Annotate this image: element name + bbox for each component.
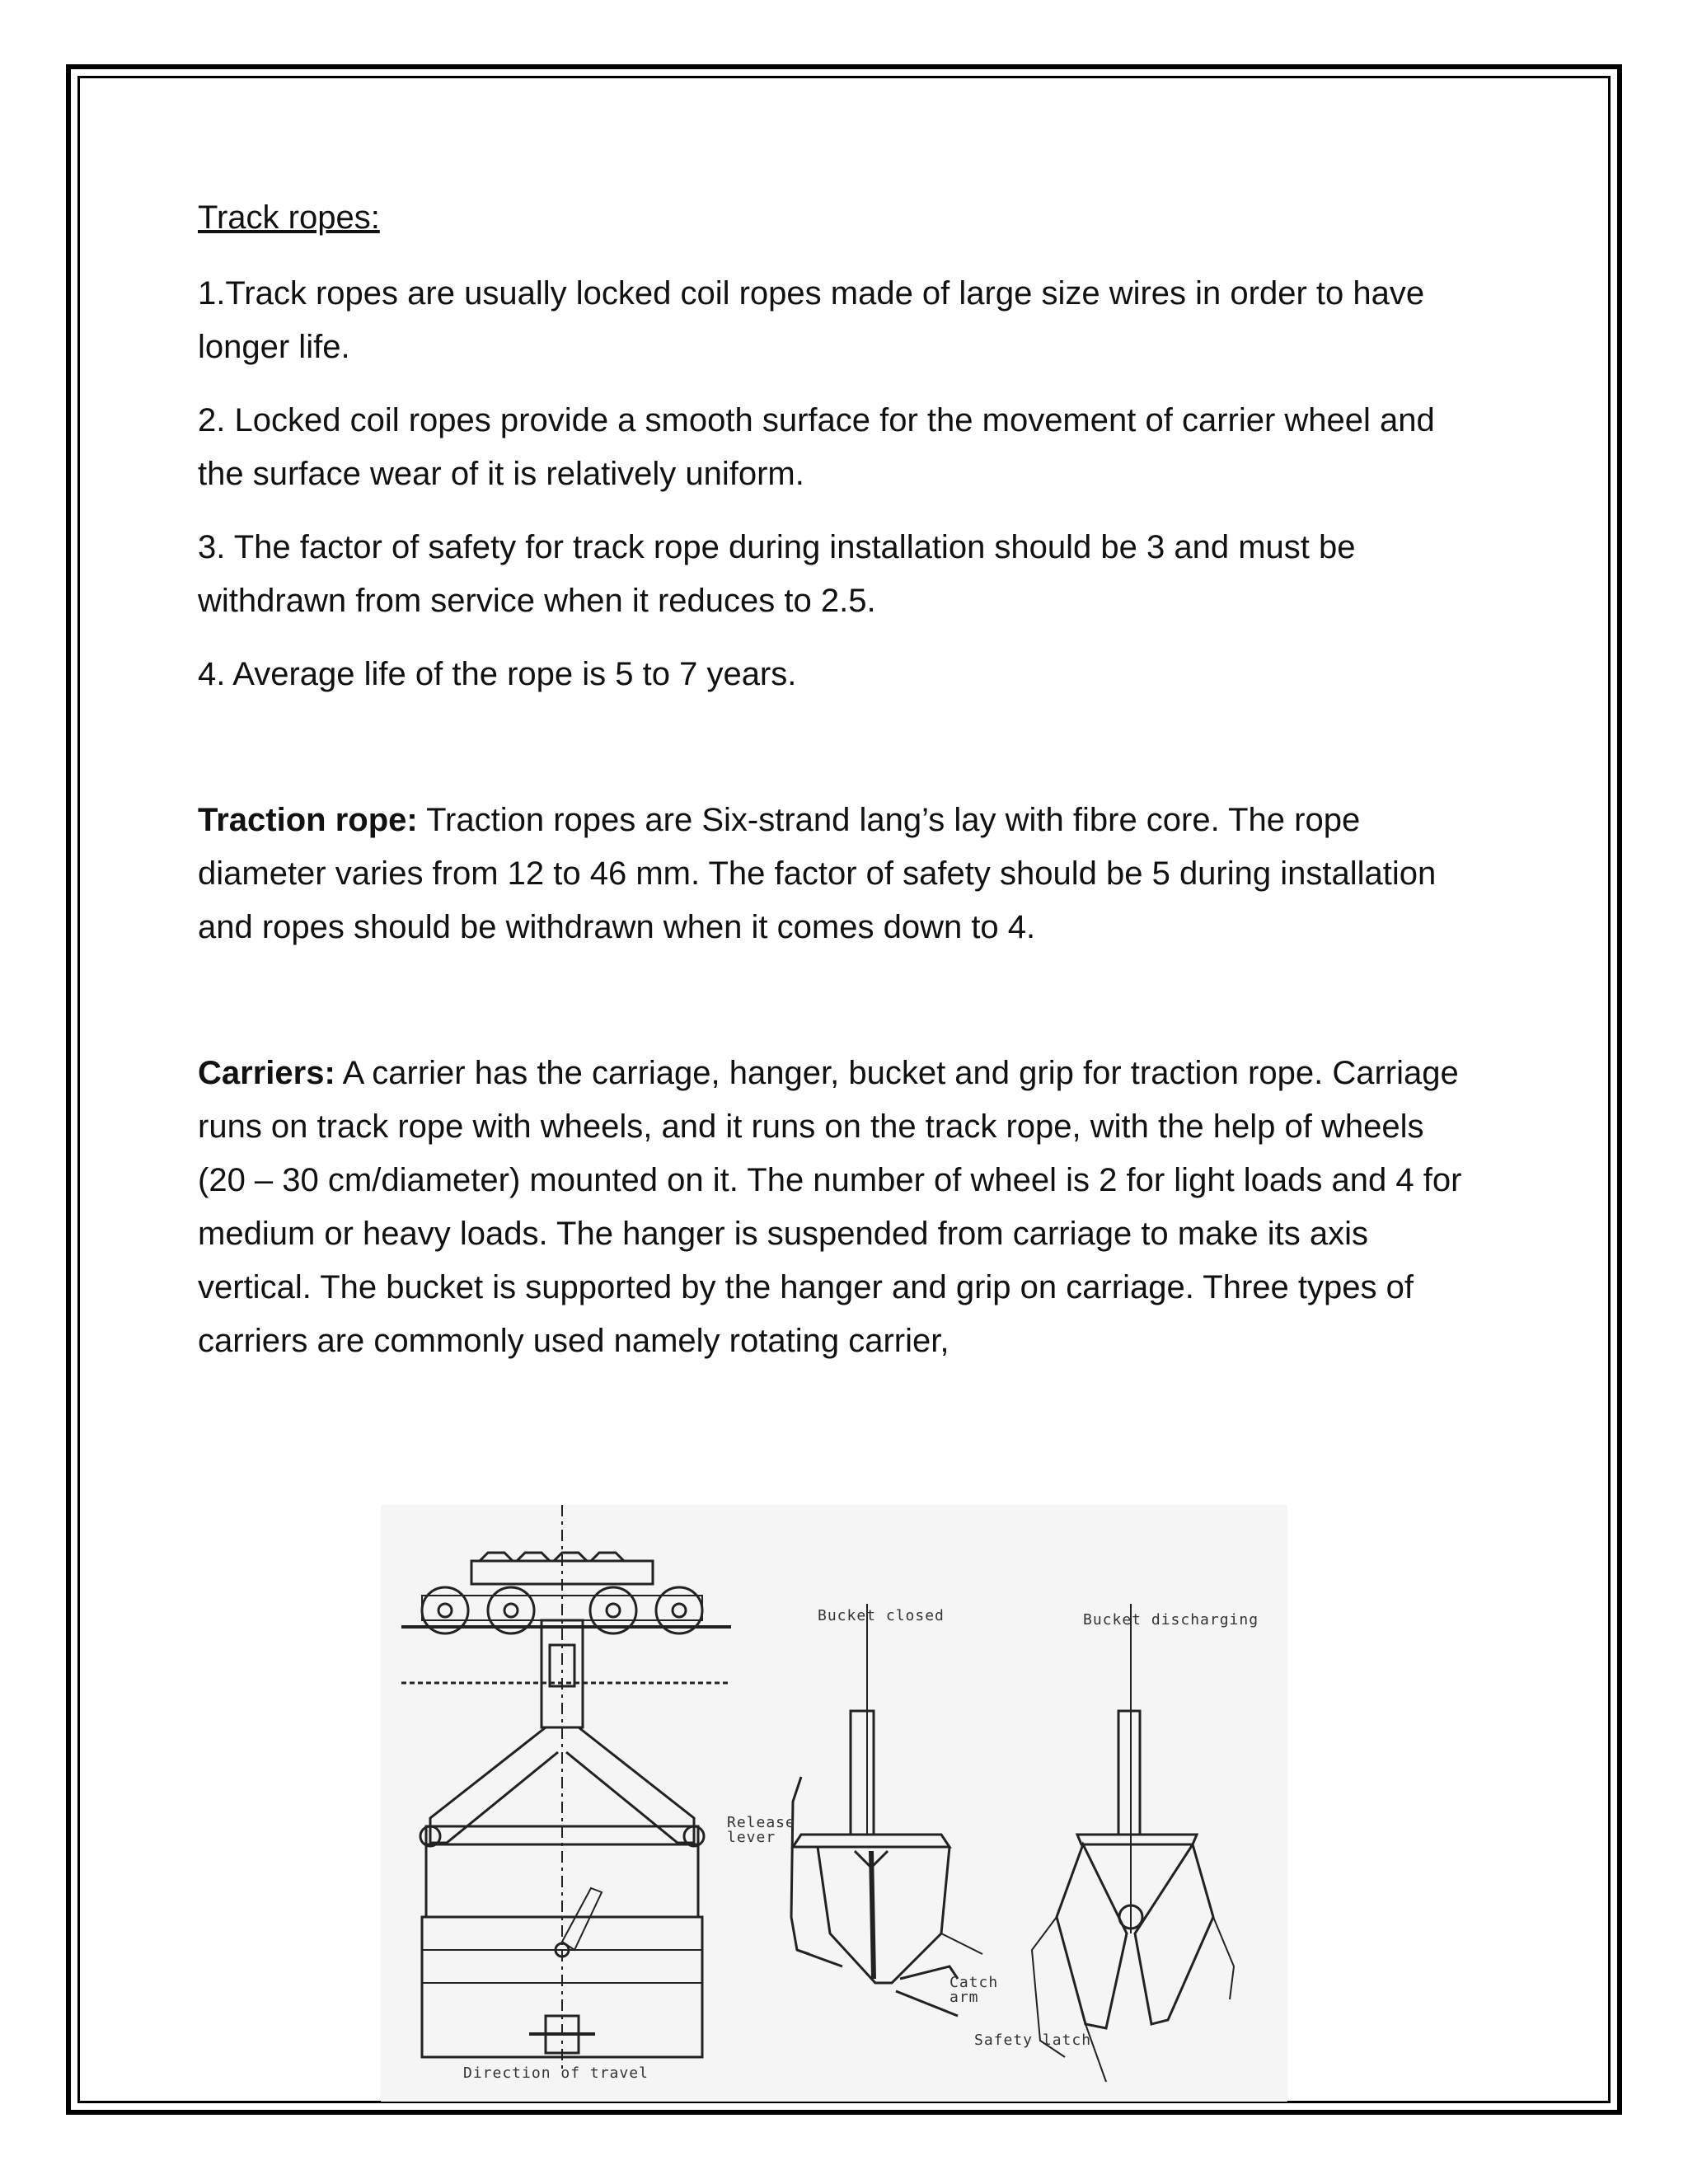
track-ropes-heading: Track ropes:	[198, 199, 380, 236]
carriers-label: Carriers:	[198, 1055, 335, 1091]
track-ropes-point-2: 2. Locked coil ropes provide a smooth surface for the movement of carrier wheel and the surface wear of it is relatively uniform.	[198, 402, 1435, 492]
label-bucket-closed: Bucket closed	[818, 1607, 945, 1624]
label-release-lever-1: Release	[727, 1814, 795, 1831]
label-release-lever-2: lever	[727, 1829, 776, 1846]
document-body	[198, 198, 1467, 1388]
track-ropes-point-4: 4. Average life of the rope is 5 to 7 years.	[198, 656, 797, 692]
carrier-diagram-drawing	[381, 1505, 1287, 2102]
label-safety-latch: Safety latch	[974, 2032, 1092, 2049]
carriers-text: A carrier has the carriage, hanger, bucket and grip for traction rope. Carriage runs on track rope with wheels, and it runs on the track rope, with the help of wheels (20 – 30 cm/diameter) mounted on it. The number of wheel is 2 for light loads and 4 for medium or heavy loads. The hanger is suspended from carriage to make its axis vertical. The bucket is supported by the hanger and grip on carriage. Three types of carriers are commonly used namely rotating carrier,	[198, 1055, 1462, 1359]
label-bucket-discharging: Bucket discharging	[1083, 1611, 1259, 1629]
traction-rope-paragraph	[198, 794, 1467, 954]
carrier-diagram	[381, 1505, 1287, 2102]
label-catch-arm-2: arm	[950, 1989, 979, 2006]
traction-rope-text: Traction ropes are Six-strand lang’s lay with fibre core. The rope diameter varies from 12 to 46 mm. The factor of safety should be 5 during installation and ropes should be withdrawn when it comes down to 4.	[198, 802, 1437, 945]
traction-rope-label: Traction rope:	[198, 802, 418, 838]
label-catch-arm-1: Catch	[950, 1974, 999, 1991]
label-direction-of-travel: Direction of travel	[463, 2064, 649, 2082]
track-ropes-point-1: 1.Track ropes are usually locked coil ropes made of large size wires in order to have longer life.	[198, 275, 1425, 365]
track-ropes-point-3: 3. The factor of safety for track rope during installation should be 3 and must be withdrawn from service when it reduces to 2.5.	[198, 529, 1356, 619]
carriers-paragraph	[198, 1047, 1467, 1368]
